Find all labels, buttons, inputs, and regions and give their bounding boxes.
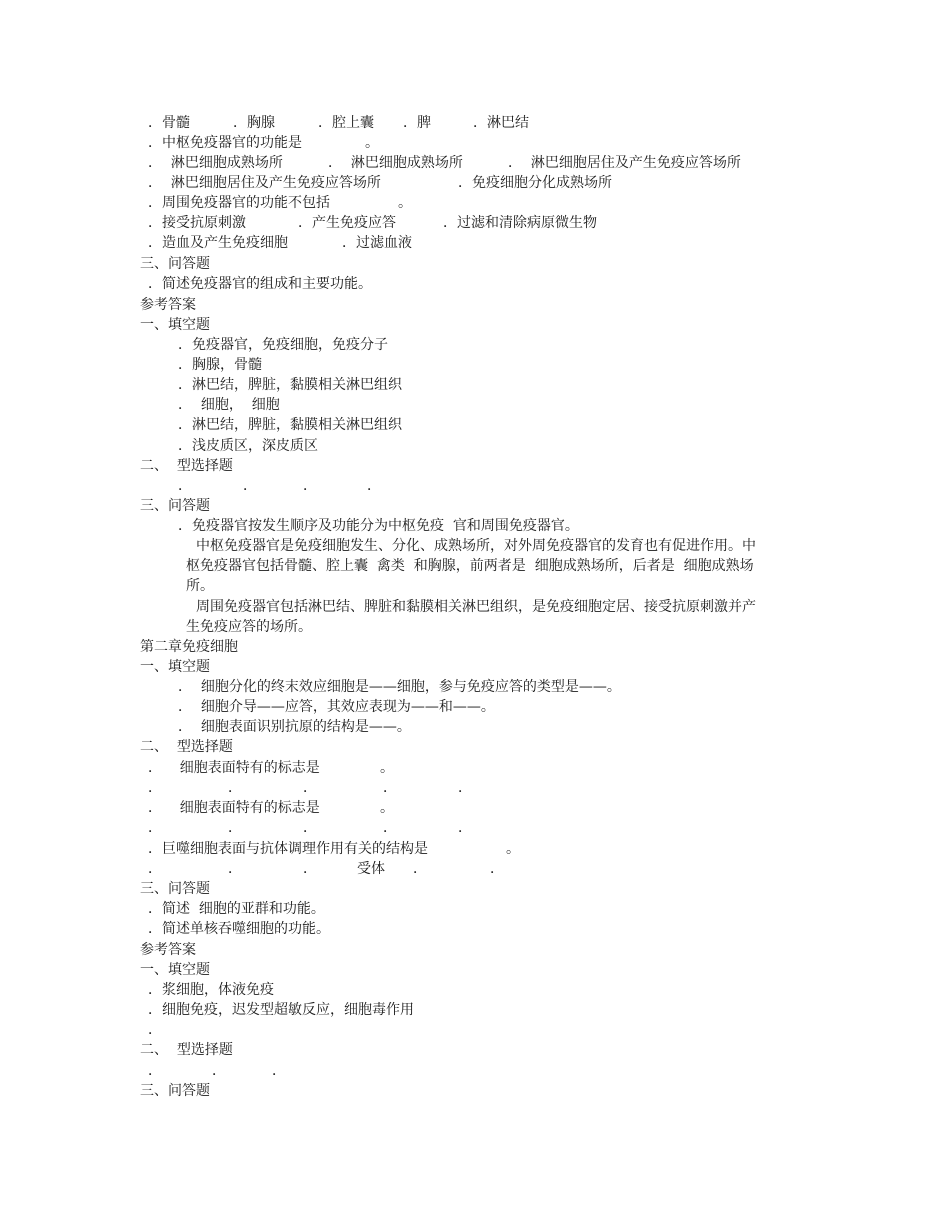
text-segment: ． (243, 478, 257, 494)
text-segment: ． 细胞介导——应答，其效应表现为——和——。 (178, 699, 495, 715)
text-segment: 一、填空题 (140, 962, 210, 978)
text-segment: 。 (506, 841, 520, 857)
text-segment: ． (148, 780, 162, 796)
text-segment: ． (458, 820, 472, 836)
text-segment: ． (367, 478, 381, 494)
text-segment: ．中枢免疫器官的功能是 (148, 135, 302, 151)
text-segment: 三、问答题 (140, 498, 210, 514)
text-segment: ． (490, 861, 504, 877)
text-segment: ．腔上囊 (318, 115, 374, 131)
text-segment: ．简述免疫器官的组成和主要功能。 (148, 276, 372, 292)
text-segment: 受体 (357, 861, 385, 877)
text-segment: ．免疫细胞分化成熟场所 (458, 175, 612, 191)
text-segment: ．脾 (403, 115, 431, 131)
text-segment: 二、 型选择题 (140, 458, 233, 474)
text-segment: ．淋巴结，脾脏，黏膜相关淋巴组织 (178, 377, 402, 393)
text-segment: 三、问答题 (140, 256, 210, 272)
text-segment: ．骨髓 (148, 115, 190, 131)
text-segment: ． 细胞， 细胞 (178, 397, 280, 413)
text-segment: 三、问答题 (140, 1083, 210, 1099)
text-segment: 。 (365, 135, 379, 151)
text-segment: ． (303, 478, 317, 494)
text-segment: 中枢免疫器官是免疫细胞发生、分化、成熟场所，对外周免疫器官的发育也有促进作用。中 (196, 538, 756, 554)
text-segment: 枢免疫器官包括骨髓、腔上囊 禽类 和胸腺，前两者是 细胞成熟场所，后者是 细胞成熟场 (186, 558, 754, 574)
text-segment: ． (228, 780, 242, 796)
text-segment: ． (303, 780, 317, 796)
text-segment: ．简述 细胞的亚群和功能。 (148, 901, 325, 917)
text-segment: 。 (398, 195, 412, 211)
text-segment: ．简述单核吞噬细胞的功能。 (148, 921, 330, 937)
text-segment: ．胸腺，骨髓 (178, 357, 262, 373)
text-segment: ． (272, 1063, 286, 1079)
text-segment: ．免疫器官，免疫细胞，免疫分子 (178, 337, 388, 353)
text-segment: ． (148, 1063, 162, 1079)
text-segment: ． (383, 780, 397, 796)
text-segment: 第二章免疫细胞 (140, 639, 238, 655)
text-segment: ． (148, 1022, 162, 1038)
text-segment: 生免疫应答的场所。 (186, 619, 312, 635)
text-segment: ． 淋巴细胞成熟场所 (148, 155, 283, 171)
text-segment: ． 淋巴细胞居住及产生免疫应答场所 (508, 155, 741, 171)
text-segment: ．免疫器官按发生顺序及功能分为中枢免疫 官和周围免疫器官。 (178, 518, 579, 534)
text-segment: ． (458, 780, 472, 796)
text-segment: 一、填空题 (140, 659, 210, 675)
text-segment: 周围免疫器官包括淋巴结、脾脏和黏膜相关淋巴组织，是免疫细胞定居、接受抗原刺激并产 (196, 599, 756, 615)
text-segment: 三、问答题 (140, 881, 210, 897)
text-segment: ． 细胞分化的终末效应细胞是——细胞，参与免疫应答的类型是——。 (178, 679, 621, 695)
text-segment: ．产生免疫应答 (298, 215, 396, 231)
text-segment: 。 (380, 800, 394, 816)
text-segment: ． 淋巴细胞居住及产生免疫应答场所 (148, 175, 381, 191)
text-segment: ． (303, 861, 317, 877)
text-segment: ． (413, 861, 427, 877)
text-segment: ．淋巴结 (473, 115, 529, 131)
text-segment: ．胸腺 (233, 115, 275, 131)
text-segment: ．浅皮质区，深皮质区 (178, 438, 318, 454)
text-segment: ． (303, 820, 317, 836)
text-segment: ． 细胞表面识别抗原的结构是——。 (178, 719, 411, 735)
text-segment: ．浆细胞，体液免疫 (148, 982, 274, 998)
text-segment: 参考答案 (140, 297, 196, 313)
text-segment: ．造血及产生免疫细胞 (148, 235, 288, 251)
text-segment: ． (228, 820, 242, 836)
text-segment: ．细胞免疫，迟发型超敏反应，细胞毒作用 (148, 1002, 414, 1018)
text-segment: ．周围免疫器官的功能不包括 (148, 195, 330, 211)
text-segment: ． (148, 820, 162, 836)
text-segment: ． 淋巴细胞成熟场所 (328, 155, 463, 171)
text-segment: 参考答案 (140, 942, 196, 958)
text-segment: ．巨噬细胞表面与抗体调理作用有关的结构是 (148, 841, 428, 857)
text-segment: ． 细胞表面特有的标志是 (148, 800, 320, 816)
text-segment: ． (148, 861, 162, 877)
text-segment: ． (228, 861, 242, 877)
text-segment: ． (178, 478, 192, 494)
text-segment: ． (212, 1063, 226, 1079)
text-segment: 二、 型选择题 (140, 739, 233, 755)
text-segment: 二、 型选择题 (140, 1042, 233, 1058)
text-segment: ．淋巴结，脾脏，黏膜相关淋巴组织 (178, 417, 402, 433)
text-segment: 一、填空题 (140, 317, 210, 333)
text-segment: ． 细胞表面特有的标志是 (148, 760, 320, 776)
text-segment: 所。 (186, 578, 214, 594)
text-segment: ．过滤和清除病原微生物 (443, 215, 597, 231)
text-segment: 。 (380, 760, 394, 776)
text-segment: ． (383, 820, 397, 836)
text-segment: ．过滤血液 (342, 235, 412, 251)
text-segment: ．接受抗原刺激 (148, 215, 246, 231)
